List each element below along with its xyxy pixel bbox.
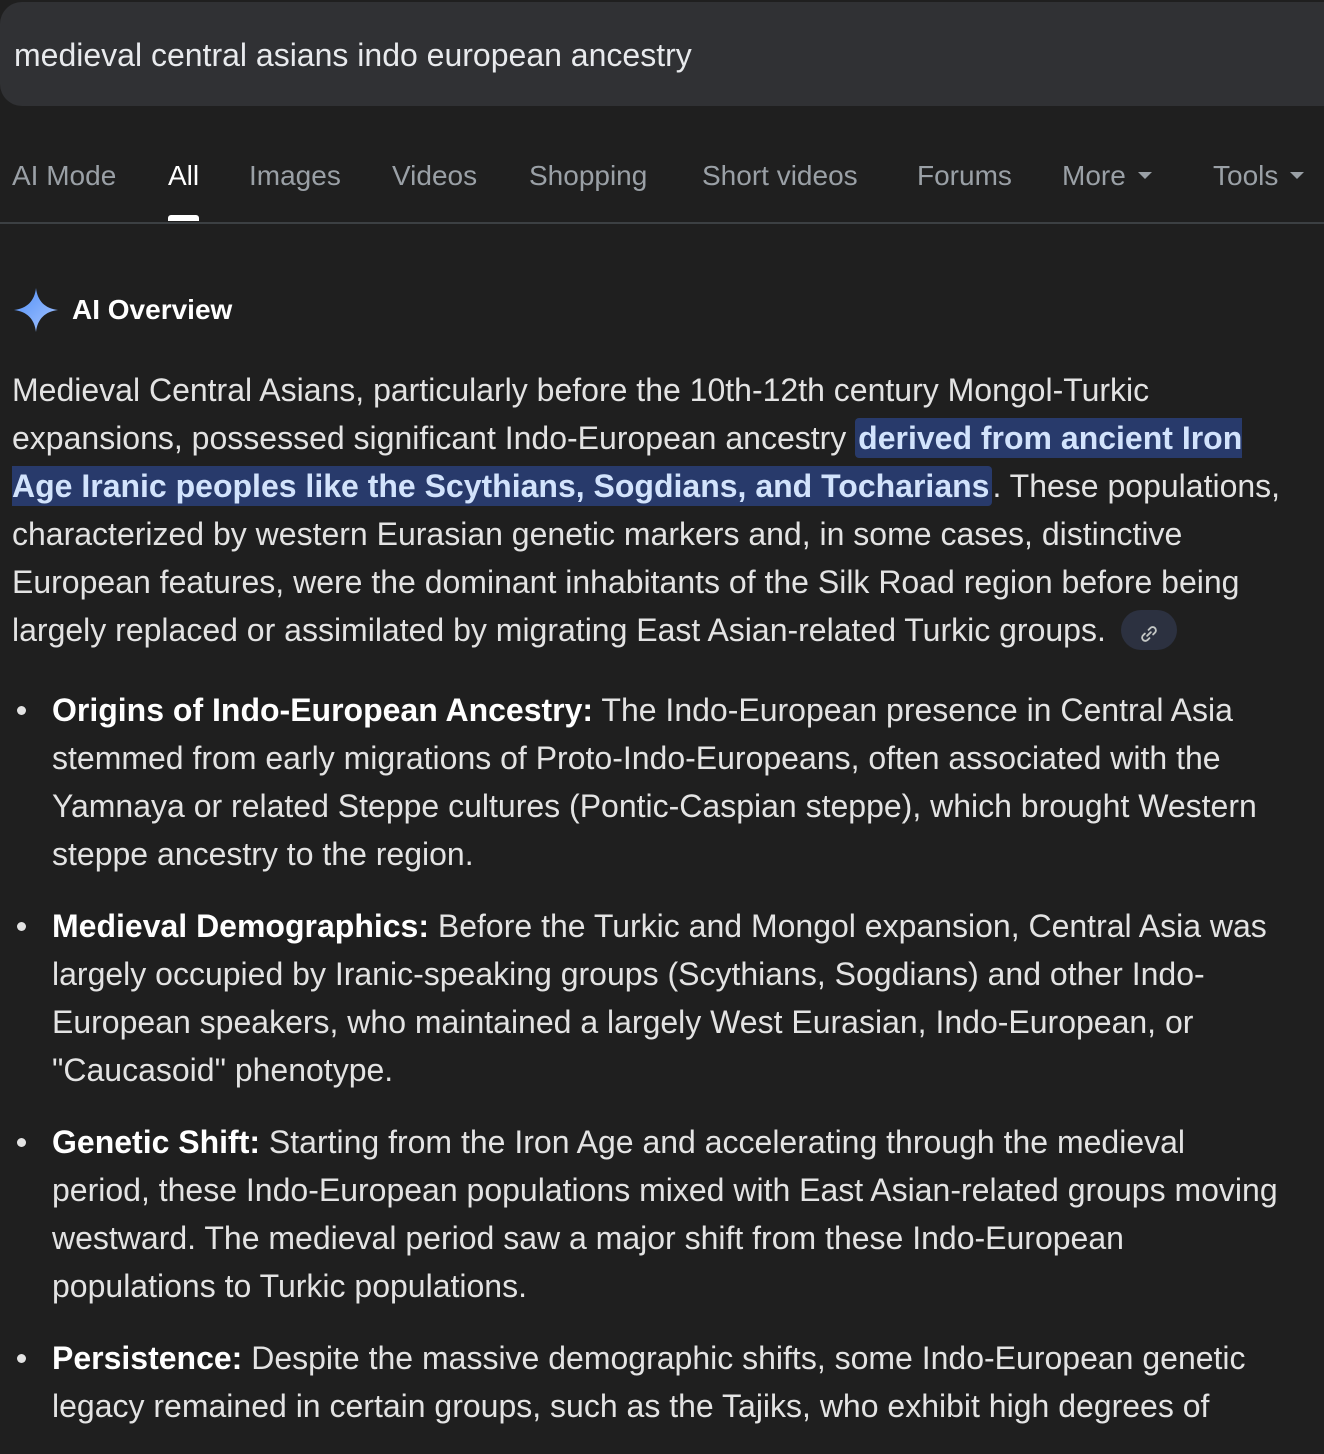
list-item	[0, 902, 1282, 1094]
bullet-term: Genetic Shift:	[52, 1124, 261, 1160]
tab-forums[interactable]	[917, 160, 1012, 192]
tab-label: AI Mode	[12, 160, 117, 191]
bullet-term: Medieval Demographics:	[52, 908, 429, 944]
list-item	[0, 686, 1282, 878]
active-tab-indicator	[168, 215, 199, 221]
gemini-sparkle-icon	[12, 286, 60, 334]
ai-overview-header	[12, 286, 232, 334]
tab-label: Videos	[392, 160, 478, 191]
tab-images[interactable]	[249, 160, 341, 192]
caret-down-icon	[1138, 172, 1152, 179]
tab-tools[interactable]	[1213, 160, 1304, 192]
bullet-dot	[17, 922, 26, 931]
tab-videos[interactable]	[392, 160, 477, 192]
bullet-text: Starting from the Iron Age and accelerating through the medieval period, these Indo-European populations mixed with East Asian-related groups moving westward. The medieval period saw a major shift from these Indo-European populations to Turkic populations.	[52, 1124, 1278, 1304]
ai-overview-title: AI Overview	[72, 294, 233, 325]
tab-label: Shopping	[529, 160, 648, 191]
tab-label: Tools	[1213, 160, 1279, 191]
highlighted-text[interactable]: derived from ancient Iron Age Iranic peoples like the Scythians, Sogdians, and Tocharians	[12, 420, 1243, 504]
bullet-dot	[17, 1138, 26, 1147]
summary-text: Medieval Central Asians, particularly before the 10th-12th century Mongol-Turkic expansions, possessed significant Indo-European ancestry	[12, 372, 1150, 456]
tab-more[interactable]	[1062, 160, 1152, 192]
link-icon	[1138, 623, 1160, 645]
tab-all[interactable]	[168, 160, 199, 192]
bullet-dot	[17, 706, 26, 715]
source-link-button[interactable]	[1121, 610, 1177, 650]
summary-text: . These populations, characterized by western Eurasian genetic markers and, in some cases, distinctive European features, were the dominant inhabitants of the Silk Road region before being largely replaced or assimilated by migrating East Asian-related Turkic groups.	[12, 468, 1281, 648]
bullet-text: Despite the massive demographic shifts, some Indo-European genetic legacy remained in certain groups, such as the Tajiks, who exhibit high degrees of	[52, 1340, 1246, 1424]
list-item	[0, 1118, 1282, 1310]
search-bar[interactable]	[0, 2, 1324, 106]
bullet-text: The Indo-European presence in Central Asia stemmed from early migrations of Proto-Indo-Europeans, often associated with the Yamnaya or related Steppe cultures (Pontic-Caspian steppe), which brought Western steppe ancestry to the region.	[52, 692, 1257, 872]
bullet-term: Persistence:	[52, 1340, 243, 1376]
tab-ai-mode[interactable]	[12, 160, 116, 192]
search-input[interactable]	[14, 35, 1214, 75]
search-tabs	[0, 150, 1324, 224]
ai-overview-bullets	[0, 686, 1300, 1454]
tab-label: Forums	[917, 160, 1012, 191]
ai-overview-summary	[12, 366, 1302, 654]
tab-short-videos[interactable]	[702, 160, 858, 192]
caret-down-icon	[1290, 172, 1304, 179]
tab-label: Images	[249, 160, 341, 191]
tab-shopping[interactable]	[529, 160, 647, 192]
tab-label: Short videos	[702, 160, 858, 191]
tab-label: All	[168, 160, 200, 191]
bullet-text: Before the Turkic and Mongol expansion, Central Asia was largely occupied by Iranic-speaking groups (Scythians, Sogdians) and other Indo-European speakers, who maintained a largely West Eurasian, Indo-European, or "Caucasoid" phenotype.	[52, 908, 1267, 1088]
bullet-dot	[17, 1354, 26, 1363]
tab-label: More	[1062, 160, 1126, 191]
bullet-term: Origins of Indo-European Ancestry:	[52, 692, 594, 728]
